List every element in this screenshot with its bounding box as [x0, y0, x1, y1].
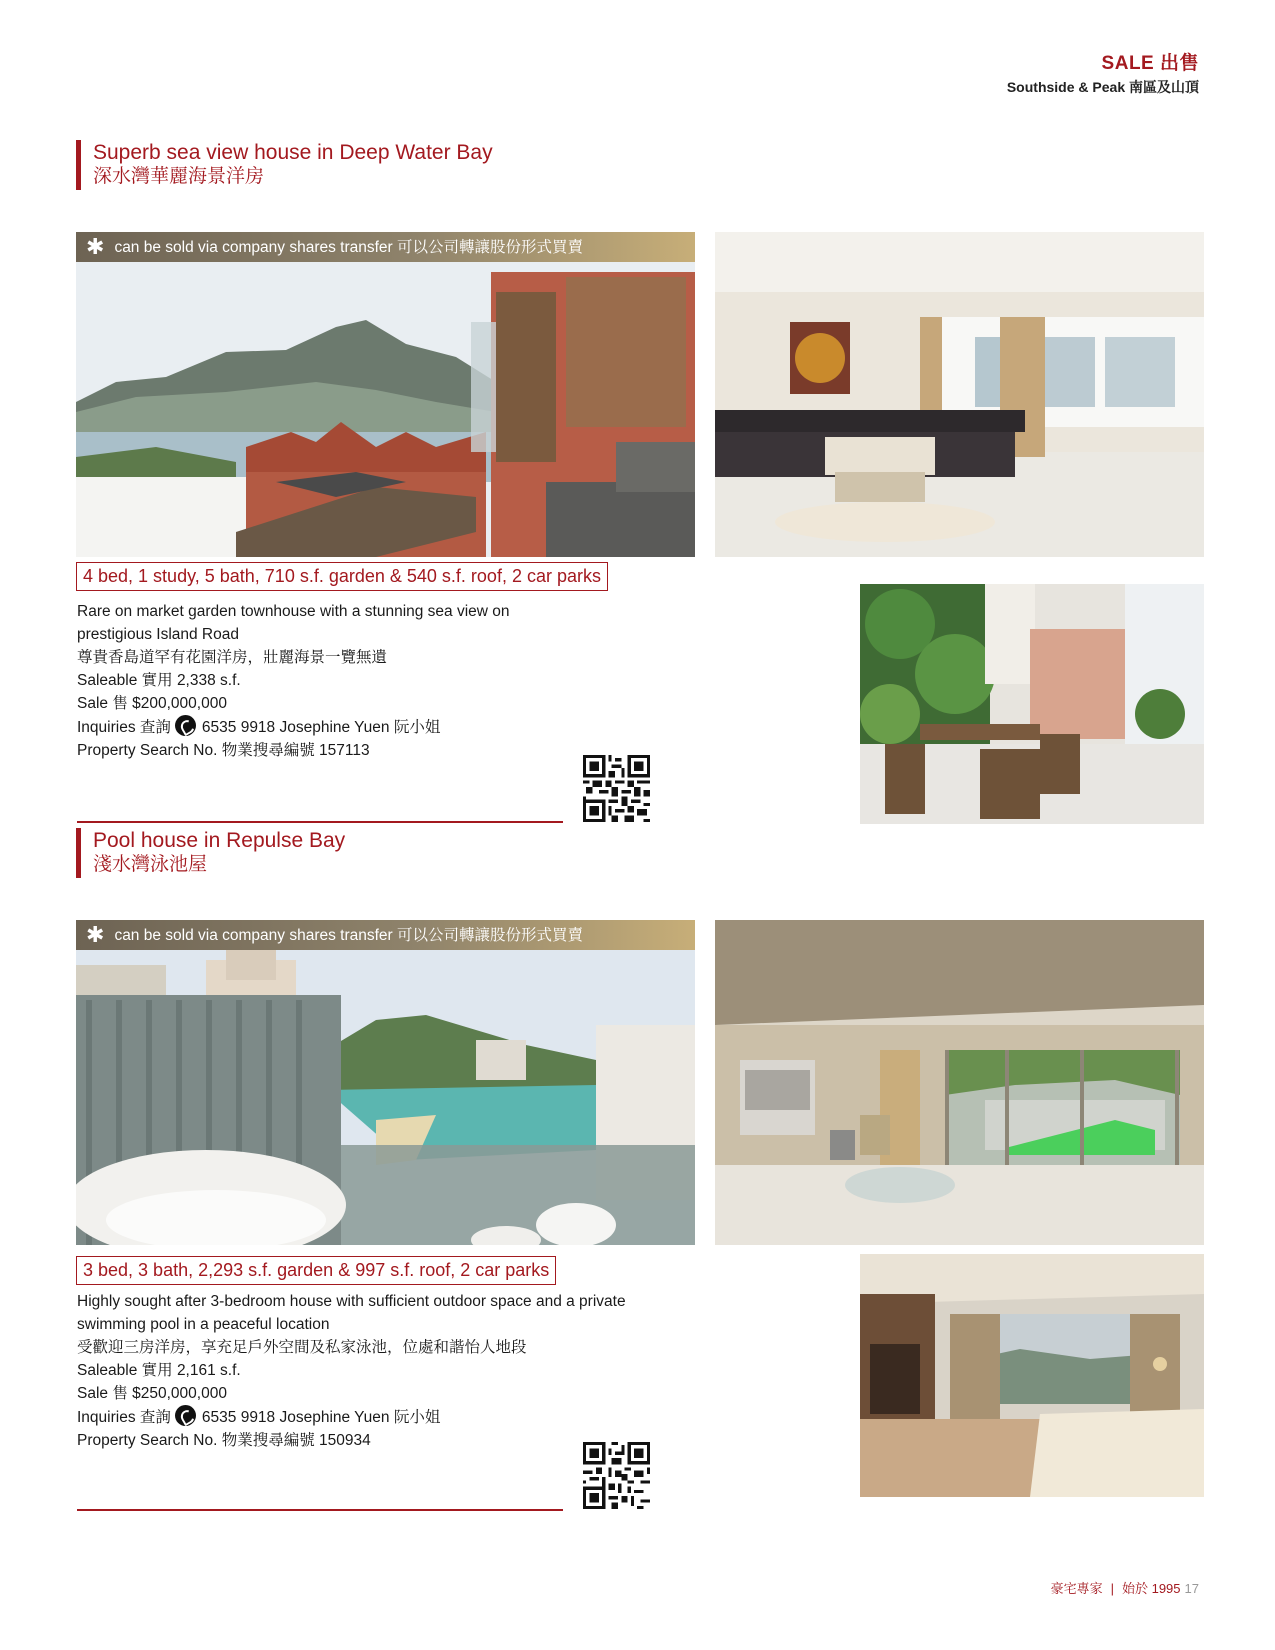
listing-card: [0, 140, 1275, 820]
saleable-area: Saleable 實用 2,338 s.f.: [77, 672, 241, 689]
page-number: 17: [1184, 1581, 1199, 1596]
footer-separator: |: [1110, 1581, 1114, 1596]
main-photo-rooftop[interactable]: [76, 232, 695, 557]
description-en: Rare on market garden townhouse with a stunning sea view on prestigious Island Road: [77, 603, 510, 643]
shares-transfer-banner: [76, 232, 695, 262]
description-zh: 受歡迎三房洋房，享充足戶外空間及私家泳池，位處和諧怡人地段: [77, 1339, 527, 1356]
footer-brand: 豪宅專家: [1050, 1581, 1103, 1596]
listing-title: [76, 828, 345, 878]
listing-title: [76, 140, 493, 190]
sale-price: Sale 售 $200,000,000: [77, 695, 227, 712]
divider-line: [77, 1509, 563, 1511]
inquiries-label: Inquiries 查詢: [77, 1409, 171, 1426]
whatsapp-icon[interactable]: [175, 1405, 196, 1426]
listing-card: [0, 828, 1275, 1508]
bedroom-photo[interactable]: [860, 1254, 1204, 1497]
banner-text: can be sold via company shares transfer 可以公司轉讓股份形式買賣: [114, 239, 584, 256]
whatsapp-icon[interactable]: [175, 715, 196, 736]
inquiries-label: Inquiries 查詢: [77, 719, 171, 736]
asterisk-icon: ✱: [86, 922, 105, 947]
inquiries-line: [77, 1405, 637, 1429]
property-search-number: Property Search No. 物業搜尋編號 150934: [77, 1432, 371, 1449]
property-search-number: Property Search No. 物業搜尋編號 157113: [77, 742, 370, 759]
listing-title-en: Superb sea view house in Deep Water Bay: [93, 141, 493, 164]
living-room-photo[interactable]: [715, 232, 1204, 557]
asterisk-icon: ✱: [86, 234, 105, 259]
main-photo-pool-deck[interactable]: [76, 920, 695, 1245]
description-en: Highly sought after 3-bedroom house with sufficient outdoor space and a private swimming pool in a peaceful location: [77, 1293, 626, 1333]
district-label: Southside & Peak 南區及山頂: [1006, 79, 1199, 95]
qr-code-icon[interactable]: [583, 1442, 650, 1509]
listing-title-zh: 淺水灣泳池屋: [93, 854, 208, 875]
page-header: [1007, 48, 1199, 97]
description-zh: 尊貴香島道罕有花園洋房，壯麗海景一覽無遺: [77, 649, 388, 666]
page-footer: [1051, 1578, 1199, 1597]
footer-since: 始於 1995: [1121, 1581, 1181, 1596]
sale-price: Sale 售 $250,000,000: [77, 1385, 227, 1402]
section-label: SALE 出售: [1101, 53, 1199, 74]
living-room-photo[interactable]: [715, 920, 1204, 1245]
inquiries-line: [77, 715, 637, 739]
inquiries-contact[interactable]: 6535 9918 Josephine Yuen 阮小姐: [201, 719, 441, 736]
qr-code-icon[interactable]: [583, 755, 650, 822]
banner-text: can be sold via company shares transfer 可以公司轉讓股份形式買賣: [114, 927, 584, 944]
spec-box: 3 bed, 3 bath, 2,293 s.f. garden & 997 s.f. roof, 2 car parks: [76, 1256, 556, 1285]
listing-details: [77, 600, 637, 762]
saleable-area: Saleable 實用 2,161 s.f.: [77, 1362, 241, 1379]
listing-details: [77, 1290, 637, 1452]
listing-title-zh: 深水灣華麗海景洋房: [93, 166, 265, 187]
garden-photo[interactable]: [860, 584, 1204, 824]
shares-transfer-banner: [76, 920, 695, 950]
spec-box: 4 bed, 1 study, 5 bath, 710 s.f. garden & 540 s.f. roof, 2 car parks: [76, 562, 608, 591]
divider-line: [77, 821, 563, 823]
listing-title-en: Pool house in Repulse Bay: [93, 829, 346, 852]
inquiries-contact[interactable]: 6535 9918 Josephine Yuen 阮小姐: [201, 1409, 441, 1426]
